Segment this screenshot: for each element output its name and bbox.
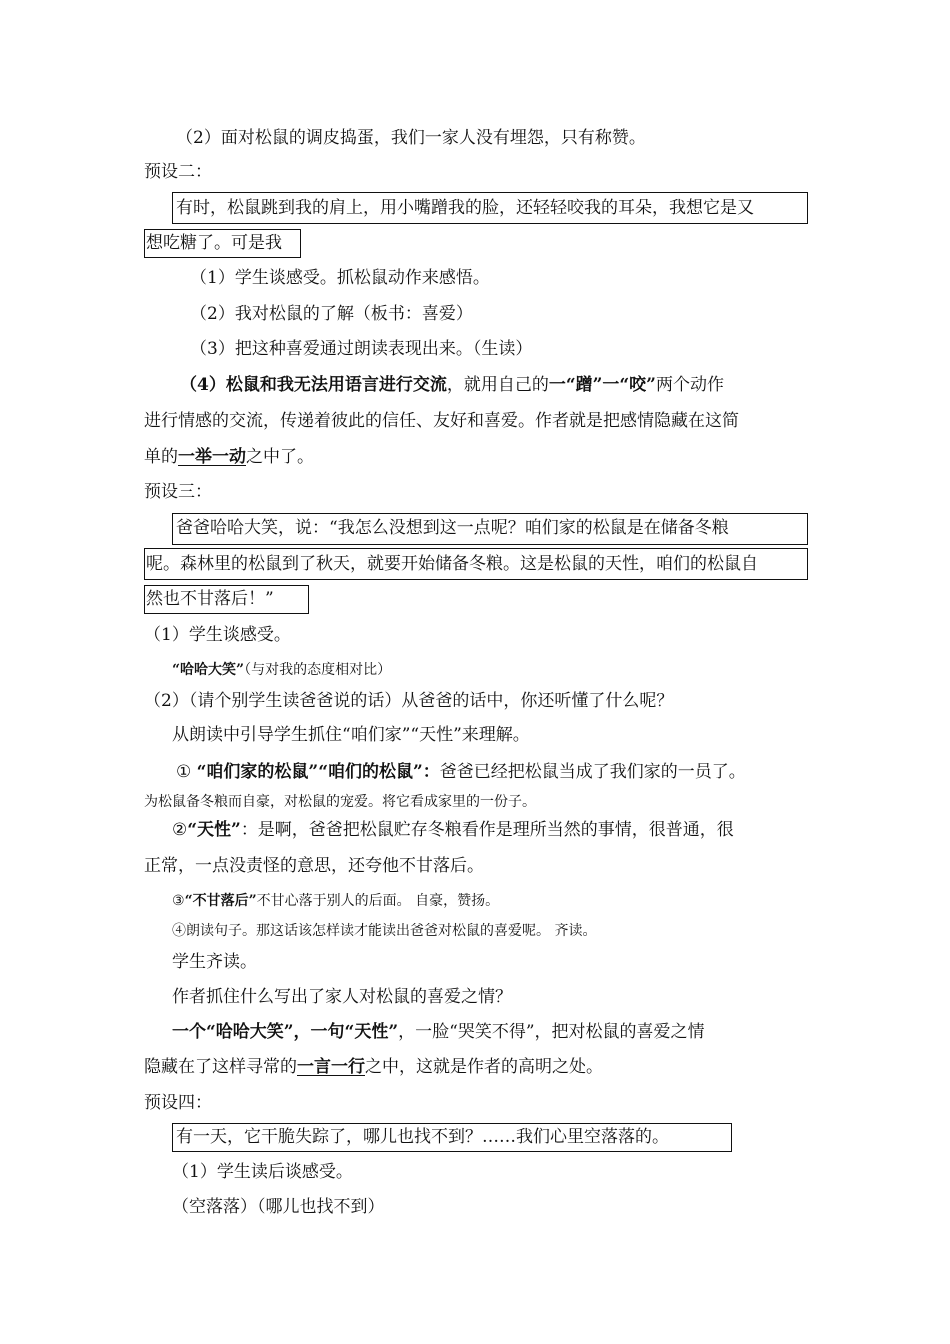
text-line [172,985,512,1009]
quote-text: 爸爸哈哈大笑，说：“我怎么没想到这一点呢？咱们家的松鼠是在储备冬粮 [176,518,729,538]
quote-text: 有时，松鼠跳到我的肩上，用小嘴蹭我的脸，还轻轻咬我的耳朵，我想它是又 [176,198,754,218]
line-text: （空落落）（哪儿也找不到） [172,1197,385,1217]
text-line [144,1055,603,1079]
text-line [172,1020,705,1044]
preset-heading [144,1091,212,1115]
line-text: 为松鼠备冬粮而自豪，对松鼠的宠爱。将它看成家里的一份子。 [144,794,536,810]
bold-text: “不甘落后” [184,893,257,909]
item-number: ③ [172,893,185,909]
quote-line [176,516,729,540]
item-number: ② [172,820,188,840]
line-text: （3）把这种喜爱通过朗读表现出来。（生读） [190,339,533,359]
line-text: 之中，这就是作者的高明之处。 [365,1057,603,1077]
item-number: ① [176,762,192,782]
line-text: （与对我的态度相对比） [244,662,392,678]
underlined-text: 一举一动 [178,447,246,467]
quote-line [176,1125,669,1149]
bold-text: “天性” [187,820,241,840]
text-line [172,660,391,680]
text-line [144,689,673,713]
line-text: 爸爸已经把松鼠当成了我们家的一员了。 [439,762,746,782]
bold-text: “哈哈大笑” [172,662,245,678]
quote-text: 想吃糖了。可是我 [146,233,282,253]
bold-text: 一个“哈哈大笑”，一句“天性” [172,1022,399,1042]
line-text: ④朗读句子。那这话该怎样读才能读出爸爸对松鼠的喜爱呢。 齐读。 [172,923,597,939]
text-line [190,337,532,361]
preset-heading [144,480,212,504]
text-line [144,854,484,878]
quote-line [146,552,758,576]
text-line [172,723,530,747]
underlined-text: 一言一行 [297,1057,365,1077]
heading-text: 预设二： [144,162,212,182]
text-line [172,818,734,842]
line-text: （2）（请个别学生读爸爸说的话）从爸爸的话中，你还听懂了什么呢？ [144,691,674,711]
line-text: ：是啊，爸爸把松鼠贮存冬粮看作是理所当然的事情，很普通，很 [240,820,734,840]
text-line [144,409,739,433]
heading-text: 预设四： [144,1093,212,1113]
heading-text: 预设三： [144,482,212,502]
line-text: 不甘心落于别人的后面。 自豪，赞扬。 [256,893,500,909]
text-line [180,373,724,397]
line-text: （1）学生读后谈感受。 [172,1162,353,1182]
bold-text: 一“蹭”一“咬” [548,375,656,395]
line-text: （1）学生谈感受。抓松鼠动作来感悟。 [190,268,490,288]
line-text: （1）学生谈感受。 [144,625,291,645]
preset-heading [144,160,212,184]
text-line [190,266,490,290]
text-line [172,1160,353,1184]
quote-text: 然也不甘落后！” [146,589,274,609]
quote-text: 呢。森林里的松鼠到了秋天，就要开始储备冬粮。这是松鼠的天性，咱们的松鼠自 [146,554,758,574]
text-line [172,1195,385,1219]
text-line [176,126,646,150]
line-text: ，一脸“哭笑不得”，把对松鼠的喜爱之情 [398,1022,705,1042]
text-line [176,760,746,784]
line-text: 进行情感的交流，传递着彼此的信任、友好和喜爱。作者就是把感情隐藏在这简 [144,411,739,431]
line-text: 隐藏在了这样寻常的 [144,1057,297,1077]
line-text: ，就用自己的 [446,375,549,395]
line-text: 从朗读中引导学生抓住“咱们家”“天性”来理解。 [172,725,530,745]
quote-text: 有一天，它干脆失踪了，哪儿也找不到？……我们心里空落落的。 [176,1127,669,1147]
text-line [172,891,499,911]
line-text: 正常，一点没责怪的意思，还夸他不甘落后。 [144,856,484,876]
quote-line [146,231,282,255]
bold-text: “咱们家的松鼠”“咱们的松鼠”： [196,762,440,782]
line-text: 作者抓住什么写出了家人对松鼠的喜爱之情？ [172,987,512,1007]
quote-line [176,196,754,220]
quote-line [146,587,274,611]
line-text: 之中了。 [246,447,314,467]
line-text: （2）面对松鼠的调皮捣蛋，我们一家人没有埋怨，只有称赞。 [176,128,646,148]
line-text: （2）我对松鼠的了解（板书：喜爱） [190,304,473,324]
line-text: 学生齐读。 [172,952,257,972]
line-text: 单的 [144,447,178,467]
line-text: 两个动作 [655,375,724,395]
text-line [172,950,257,974]
text-line [190,302,473,326]
text-line [144,445,314,469]
bold-text: （4）松鼠和我无法用语言进行交流 [180,375,447,395]
text-line [144,623,291,647]
text-line [172,921,596,941]
text-line [144,792,536,812]
